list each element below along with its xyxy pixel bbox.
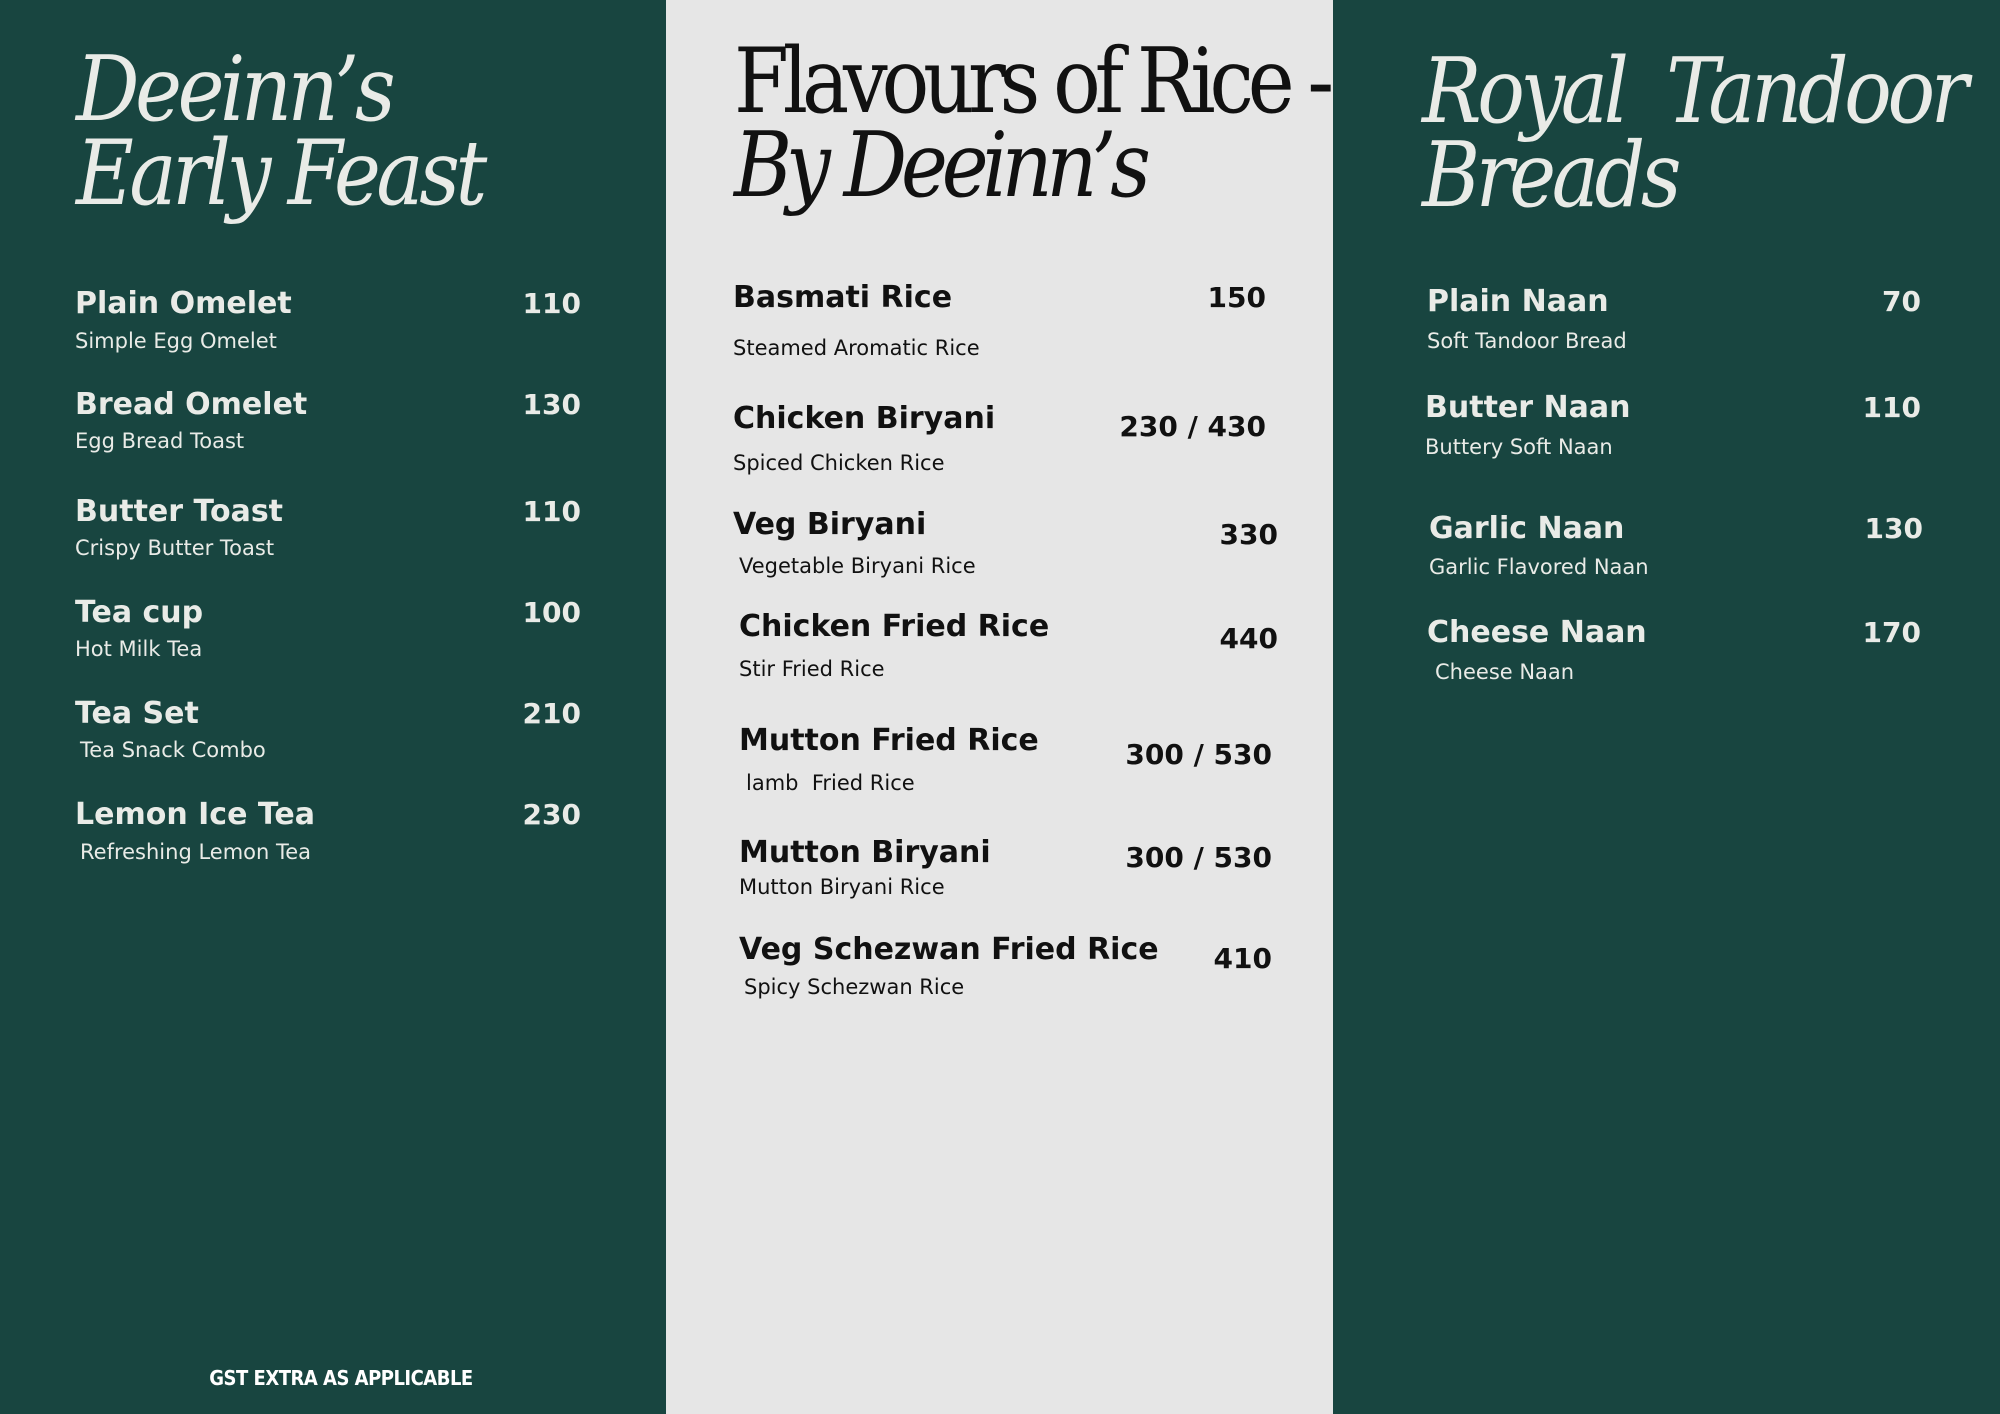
item-description: lamb Fried Rice	[746, 771, 915, 795]
item-price: 230 / 430	[1119, 410, 1266, 443]
item-price: 210	[522, 697, 581, 730]
item-name: Tea cup	[75, 595, 204, 630]
item-price: 230	[522, 798, 581, 831]
rice-title-line2: By Deeinn’s	[734, 113, 1145, 218]
menu-item-bread-omelet	[75, 387, 581, 457]
item-description: Tea Snack Combo	[80, 738, 266, 762]
menu-item-lemon-ice-tea	[75, 797, 581, 867]
menu-item-garlic-naan	[1429, 511, 1923, 581]
menu-item-butter-naan	[1425, 390, 1921, 460]
item-price: 110	[1862, 391, 1921, 424]
rice-title	[734, 29, 1329, 218]
gst-note: GST EXTRA AS APPLICABLE	[209, 1366, 473, 1390]
item-description: Refreshing Lemon Tea	[80, 840, 312, 864]
item-name: Veg Schezwan Fried Rice	[739, 932, 1159, 967]
breads-panel	[1333, 0, 2000, 1414]
item-description: Mutton Biryani Rice	[739, 875, 945, 899]
rice-title-line1: Flavours of Rice -	[734, 29, 1329, 134]
menu-item-cheese-naan	[1427, 615, 1921, 685]
menu-item-basmati-rice	[733, 280, 1333, 370]
item-price: 70	[1882, 285, 1921, 318]
item-price: 300 / 530	[1125, 738, 1272, 771]
item-name: Mutton Biryani	[739, 835, 991, 870]
menu-item-veg-schezwan-fried-rice	[739, 932, 1333, 1012]
item-description: Soft Tandoor Bread	[1427, 329, 1627, 353]
menu-item-plain-omelet	[75, 286, 581, 356]
item-description: Spiced Chicken Rice	[733, 451, 945, 475]
item-description: Stir Fried Rice	[739, 657, 885, 681]
item-price: 440	[1219, 622, 1278, 655]
rice-panel	[666, 0, 1333, 1414]
item-description: Garlic Flavored Naan	[1429, 555, 1649, 579]
item-price: 170	[1862, 616, 1921, 649]
menu-item-veg-biryani	[733, 507, 1333, 587]
item-name: Cheese Naan	[1427, 615, 1647, 650]
menu-item-plain-naan	[1427, 284, 1921, 354]
menu-item-chicken-biryani	[733, 401, 1333, 481]
breakfast-title	[76, 37, 483, 226]
breakfast-title-line1: Deeinn’s	[76, 37, 392, 142]
item-description: Egg Bread Toast	[75, 429, 245, 453]
breads-title-line1: Royal Tandoor	[1422, 39, 1965, 144]
menu-item-butter-toast	[75, 494, 581, 564]
breakfast-panel	[0, 0, 666, 1414]
item-price: 110	[522, 287, 581, 320]
breads-title	[1422, 39, 1965, 228]
item-price: 330	[1219, 518, 1278, 551]
item-name: Basmati Rice	[733, 280, 953, 315]
item-name: Chicken Biryani	[733, 401, 996, 436]
item-description: Simple Egg Omelet	[75, 329, 277, 353]
item-price: 130	[522, 388, 581, 421]
item-name: Tea Set	[75, 696, 199, 731]
item-price: 130	[1864, 512, 1923, 545]
item-description: Crispy Butter Toast	[75, 536, 275, 560]
item-name: Plain Naan	[1427, 284, 1609, 319]
breakfast-title-line2: Early Feast	[76, 121, 483, 226]
item-name: Butter Naan	[1425, 390, 1631, 425]
item-description: Steamed Aromatic Rice	[733, 336, 980, 360]
item-name: Veg Biryani	[733, 507, 927, 542]
item-description: Hot Milk Tea	[75, 637, 203, 661]
item-name: Lemon Ice Tea	[75, 797, 315, 832]
item-price: 100	[522, 596, 581, 629]
item-name: Garlic Naan	[1429, 511, 1625, 546]
menu-item-mutton-fried-rice	[739, 723, 1333, 803]
item-description: Cheese Naan	[1435, 660, 1575, 684]
menu-item-tea-set	[75, 696, 581, 766]
item-description: Vegetable Biryani Rice	[739, 554, 976, 578]
menu-item-chicken-fried-rice	[739, 609, 1333, 689]
item-name: Plain Omelet	[75, 286, 292, 321]
item-price: 300 / 530	[1125, 841, 1272, 874]
item-price: 110	[522, 495, 581, 528]
menu-item-mutton-biryani	[739, 835, 1333, 915]
item-price: 150	[1207, 281, 1266, 314]
item-name: Bread Omelet	[75, 387, 308, 422]
menu-item-tea-cup	[75, 595, 581, 665]
item-description: Spicy Schezwan Rice	[744, 975, 965, 999]
item-price: 410	[1213, 942, 1272, 975]
breads-title-line2: Breads	[1422, 123, 1678, 228]
item-name: Chicken Fried Rice	[739, 609, 1050, 644]
item-name: Mutton Fried Rice	[739, 723, 1039, 758]
item-description: Buttery Soft Naan	[1425, 435, 1613, 459]
item-name: Butter Toast	[75, 494, 284, 529]
